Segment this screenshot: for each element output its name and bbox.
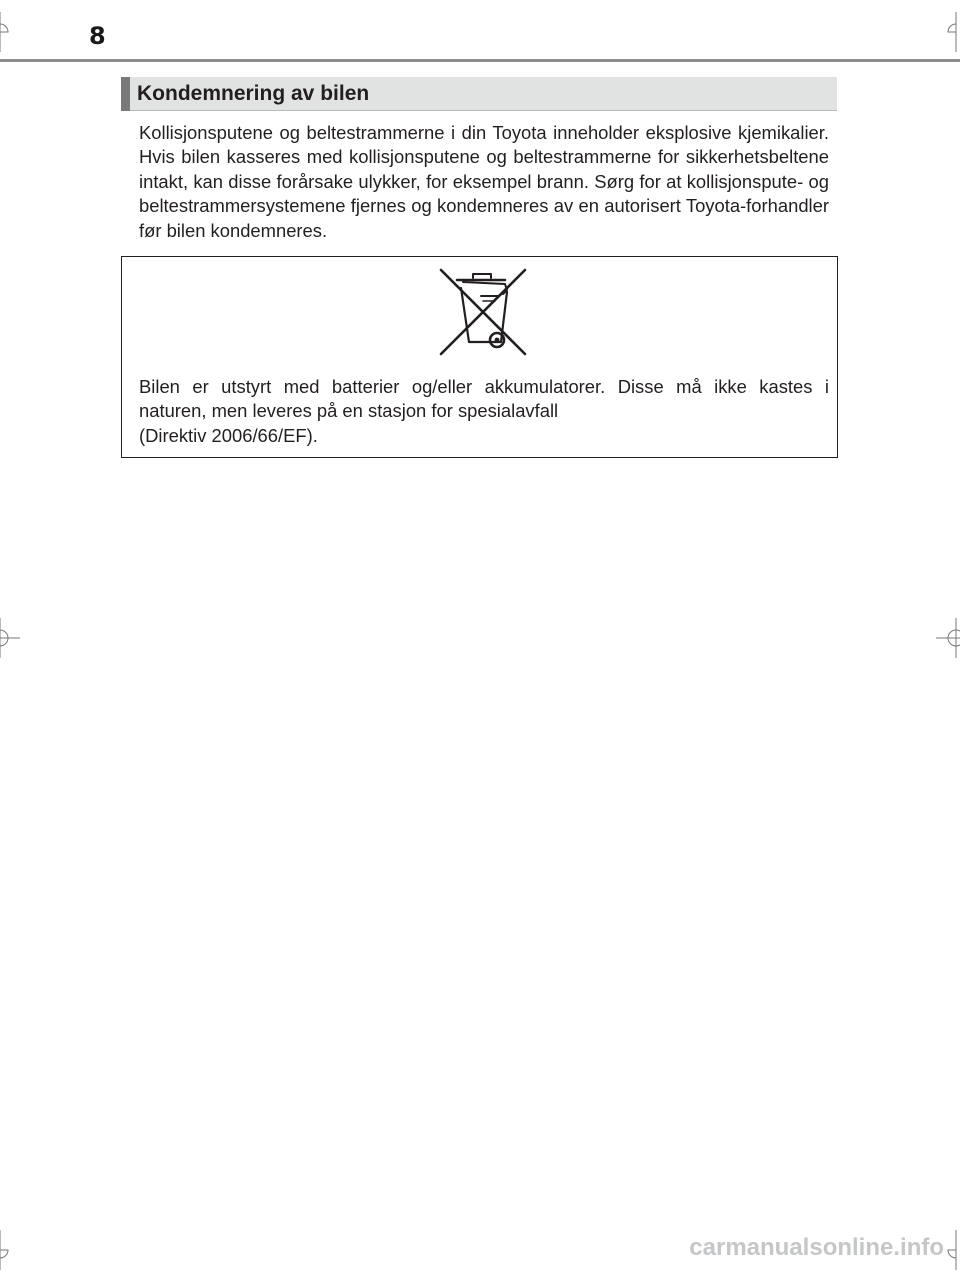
crop-mark-icon	[0, 1230, 20, 1270]
crop-mark-icon	[0, 618, 20, 658]
section-header-bar	[121, 77, 130, 111]
notice-line: naturen, men leveres på en stasjon for spesialavfall	[139, 400, 559, 422]
crop-mark-icon	[936, 12, 960, 52]
crop-mark-icon	[936, 618, 960, 658]
notice-line: (Direktiv 2006/66/EF).	[139, 424, 318, 446]
page-number: 8	[89, 22, 106, 50]
section-header	[121, 77, 837, 111]
notice-line: Bilen er utstyrt med batterier og/eller akkumulatorer. Disse må ikke kastes i	[139, 376, 829, 397]
header-rule	[0, 59, 960, 62]
section-title: Kondemnering av bilen	[137, 82, 370, 105]
crop-mark-icon	[0, 12, 20, 52]
body-paragraph: Kollisjonsputene og beltestrammerne i din Toyota inneholder eksplosive kjemikalier. Hvis bilen kasseres med kollisjonsputene og beltestrammerne for sikkerhetsbeltene intakt, kan disse forårsake ulykker, for eksempel brann. Sørg for at kollisjonspute- og beltestrammersystemene fjernes og kondemneres av en autorisert Toyota-forhandler før bilen kondemneres.	[139, 122, 829, 241]
crossed-out-wheelie-bin-icon	[439, 268, 531, 360]
notice-text	[139, 375, 829, 448]
footer-watermark: carmanualsonline.info	[689, 1234, 944, 1261]
notice-box	[121, 256, 838, 458]
